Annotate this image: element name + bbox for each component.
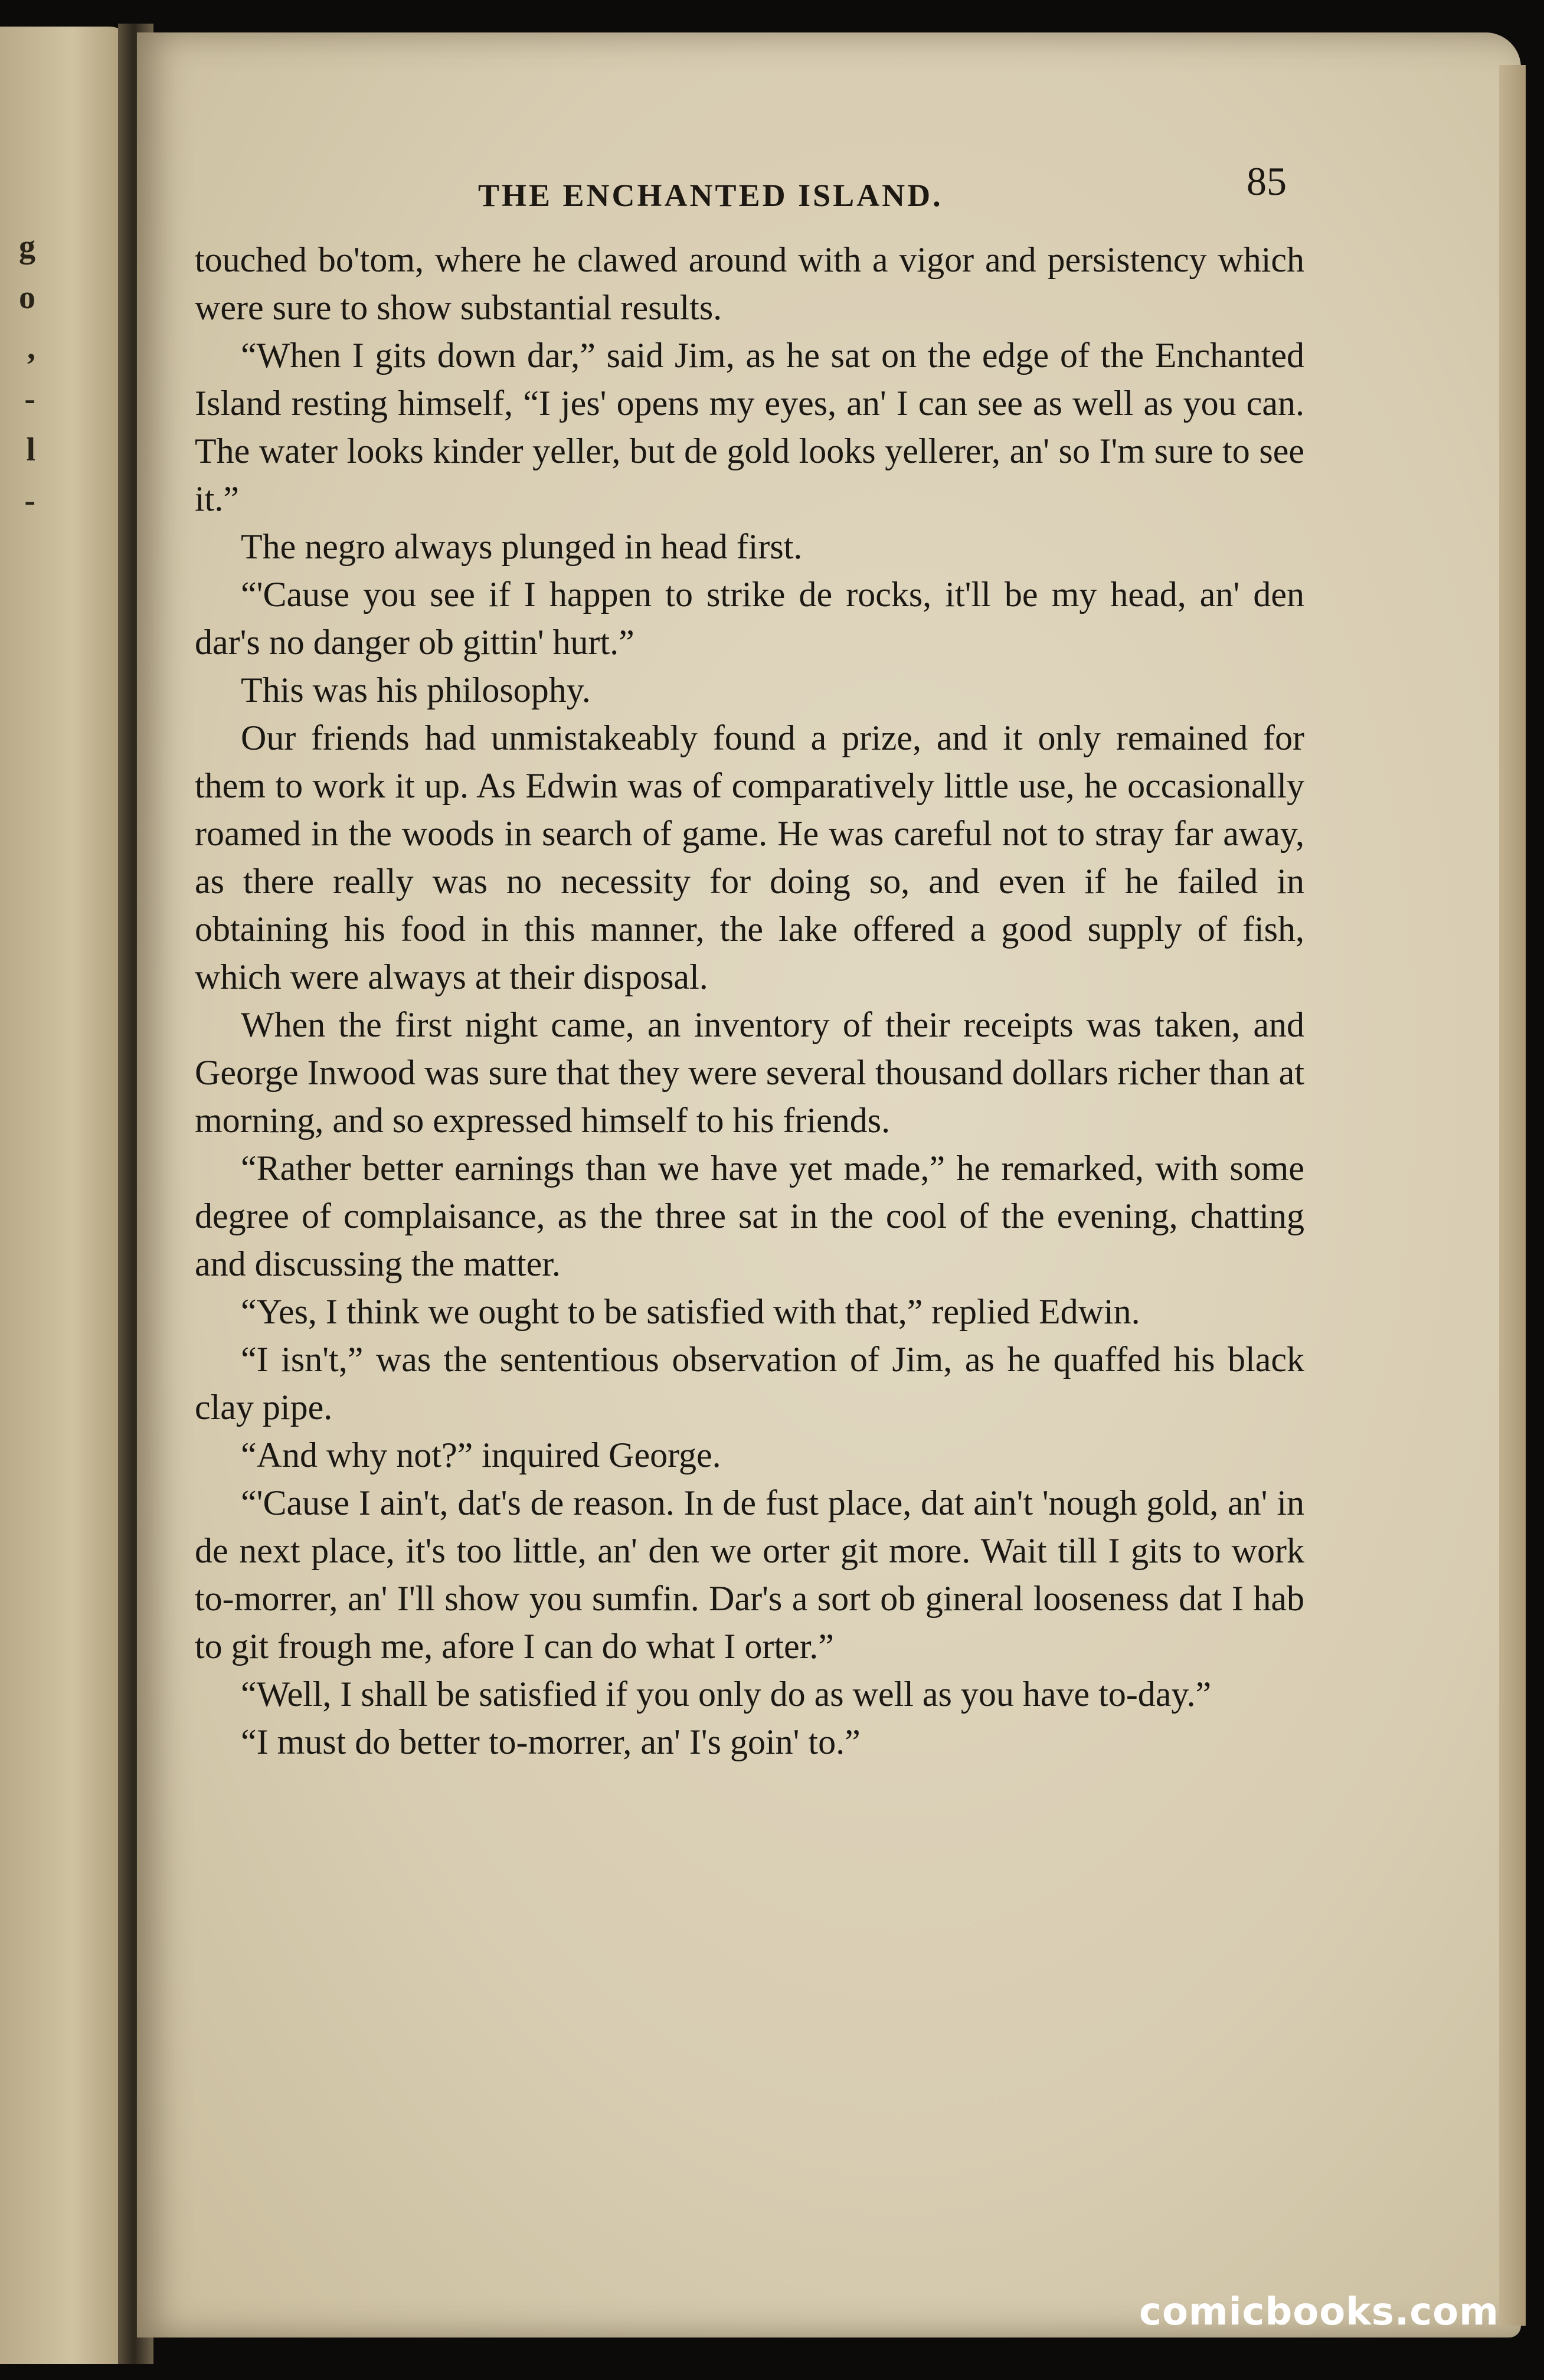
paragraph: “When I gits down dar,” said Jim, as he sat on the edge of the Enchanted Island resting himself, “I jes' opens my eyes, an' I can see as well as you can. The water looks kinder yeller, but de gold looks yellerer, an' so I'm sure to see it.” <box>195 336 1304 518</box>
left-page <box>0 27 133 2364</box>
paragraph: When the first night came, an inventory of their receipts was taken, and George Inwood was sure that they were several thousand dollars richer than at morning, and so expressed himself to his friends. <box>195 1005 1304 1140</box>
watermark: comicbooks.com <box>1139 2290 1499 2334</box>
paragraph: “And why not?” inquired George. <box>241 1436 721 1475</box>
fragment: l <box>26 431 35 468</box>
paragraph: “'Cause I ain't, dat's de reason. In de fust place, dat ain't 'nough gold, an' in de next place, it's too little, an' den we orter git more. Wait till I gits to work to-morrer, an' I'll show you sumfin. Dar's a sort ob gineral looseness dat I hab to git frough me, afore I can do what I orter.” <box>195 1483 1304 1666</box>
paragraph: “I isn't,” was the sententious observation of Jim, as he quaffed his black clay pipe. <box>195 1340 1304 1427</box>
paragraph: “I must do better to-morrer, an' I's goin' to.” <box>241 1722 861 1761</box>
paragraph: The negro always plunged in head first. <box>241 527 803 566</box>
fragment: , <box>27 330 35 367</box>
fragment: g <box>19 228 35 265</box>
paragraph: “Yes, I think we ought to be satisfied with that,” replied Edwin. <box>241 1292 1140 1331</box>
paragraph: “Well, I shall be satisfied if you only do as well as you have to-day.” <box>241 1675 1212 1714</box>
paragraph: touched bo'tom, where he clawed around with a vigor and persistency which were sure to show substantial results. <box>195 240 1304 327</box>
page-number: 85 <box>1247 159 1287 204</box>
paragraph: “'Cause you see if I happen to strike de rocks, it'll be my head, an' den dar's no danger ob gittin' hurt.” <box>195 575 1304 662</box>
paragraph: “Rather better earnings than we have yet made,” he remarked, with some degree of complaisance, as the three sat in the cool of the evening, chatting and discussing the matter. <box>195 1149 1304 1283</box>
paragraph: Our friends had unmistakeably found a prize, and it only remained for them to work it up. As Edwin was of comparatively little use, he occasionally roamed in the woods in search of game. He was careful not to stray far away, as there really was no necessity for doing so, and even if he failed in obtaining his food in this manner, the lake offered a good supply of fish, which were always at their disposal. <box>195 718 1304 996</box>
page-edge <box>1499 65 1526 2326</box>
running-header: THE ENCHANTED ISLAND. <box>478 178 943 213</box>
left-page-text-fragments <box>0 221 35 526</box>
body-text <box>195 236 1304 1766</box>
fragment: - <box>24 381 35 417</box>
paragraph: This was his philosophy. <box>241 671 591 710</box>
fragment: - <box>24 482 35 519</box>
fragment: o <box>19 279 35 316</box>
